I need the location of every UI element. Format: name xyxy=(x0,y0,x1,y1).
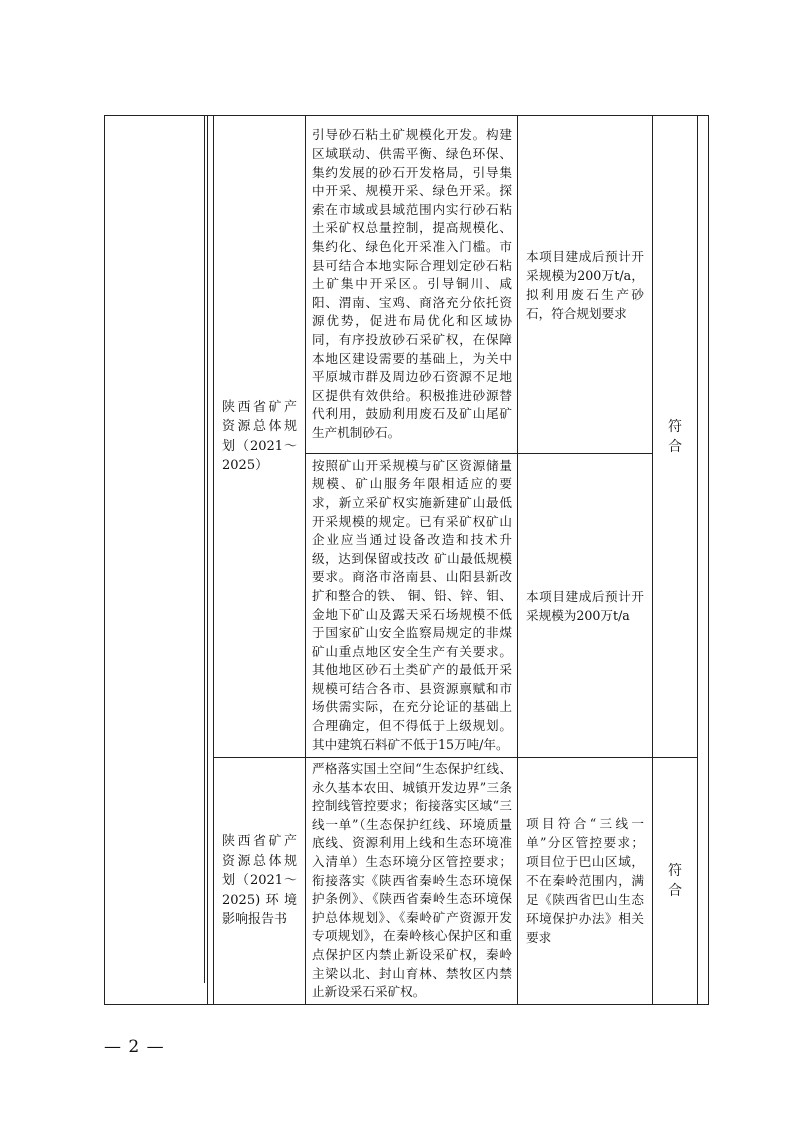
requirement-cell xyxy=(306,116,518,454)
analysis-cell xyxy=(518,454,653,758)
result-text: 符合 xyxy=(668,418,682,455)
analysis-text: 本项目建成后预计开采规模为200万t/a，拟利用废石生产砂石，符合规划要求 xyxy=(526,248,644,321)
result-text: 符合 xyxy=(668,862,682,899)
plan-name: 陕西省矿产资源总体规划（2021～2025） xyxy=(222,399,297,473)
result-cell xyxy=(653,116,698,758)
requirement-text: 引导砂石粘土矿规模化开发。构建区域联动、供需平衡、绿色环保、集约发展的砂石开发格局，引导集中开采、规模开采、绿色开采。探索在市域或县域范围内实行砂石粘土采矿权总量控制，提高规模化、集约化、绿色化开采准入门槛。市县可结合本地实际合理划定砂石粘土矿集中开采区。引导铜川、咸阳、渭南、宝鸡、商洛充分依托资源优势，促进布局优化和区域协同，有序投放砂石采矿权，在保障本地区建设需要的基础上，为关中平原城市群及周边砂石资源不足地区提供有效供给。积极推进砂源替代利用，鼓励利用废石及矿山尾矿生产机制砂石。 xyxy=(312,127,512,440)
plan-name: 陕西省矿产资源总体规划（2021～2025)环境影响报告书 xyxy=(222,834,297,928)
requirement-cell xyxy=(306,454,518,758)
analysis-text: 本项目建成后预计开采规模为200万t/a xyxy=(526,588,644,623)
page-number: — 2 — xyxy=(104,1037,165,1057)
plan-name-cell xyxy=(214,116,306,758)
column-divider xyxy=(204,115,205,983)
requirement-text: 严格落实国土空间“生态保护红线、永久基本农田、城镇开发边界”三条控制线管控要求；衔接落实区域“三线一单”（生态保护红线、环境质量底线、资源利用上线和生态环境准入清单）生态环境分区管控要求；衔接落实《陕西省秦岭生态环境保护条例》、《陕西省秦岭生态环境保护总体规划》、《秦岭矿产资源开发专项规划》，在秦岭核心保护区和重点保护区内禁止新设采矿权，秦岭主梁以北、封山育林、禁牧区内禁止新设采石采矿权。 xyxy=(312,761,512,1000)
table-row xyxy=(105,116,709,454)
analysis-text: 项目符合“三线一单”分区管控要求；项目位于巴山区域，不在秦岭范围内，满足《陕西省巴山生态环境保护办法》相关要求 xyxy=(526,816,644,946)
analysis-cell xyxy=(518,758,653,1005)
right-margin-cell xyxy=(698,116,709,1005)
blank-category-cell xyxy=(105,116,208,1005)
result-cell xyxy=(653,758,698,1005)
requirement-text: 按照矿山开采规模与矿区资源储量规模、矿山服务年限相适应的要求，新立采矿权实施新建矿山最低开采规模的规定。已有采矿权矿山企业应当通过设备改造和技术升级，达到保留或技改 矿山最低规模要求。商洛市洛南县、山阳县新改扩和整合的铁、 铜、铅、锌、钼、金地下矿山及露天采石场规模不低于国家矿山安全监察局规定的非煤矿山重点地区安全生产有关要求。其他地区砂石土类矿产的最低开采规模可结合各市、县资源禀赋和市场供需实际，在充分论证的基础上合理确定，但不得低于上级规划。其中建筑石料矿不低于15万吨/年。 xyxy=(312,457,512,752)
plan-name-cell xyxy=(214,758,306,1005)
analysis-cell xyxy=(518,116,653,454)
requirement-cell xyxy=(306,758,518,1005)
compliance-table xyxy=(104,115,709,1005)
